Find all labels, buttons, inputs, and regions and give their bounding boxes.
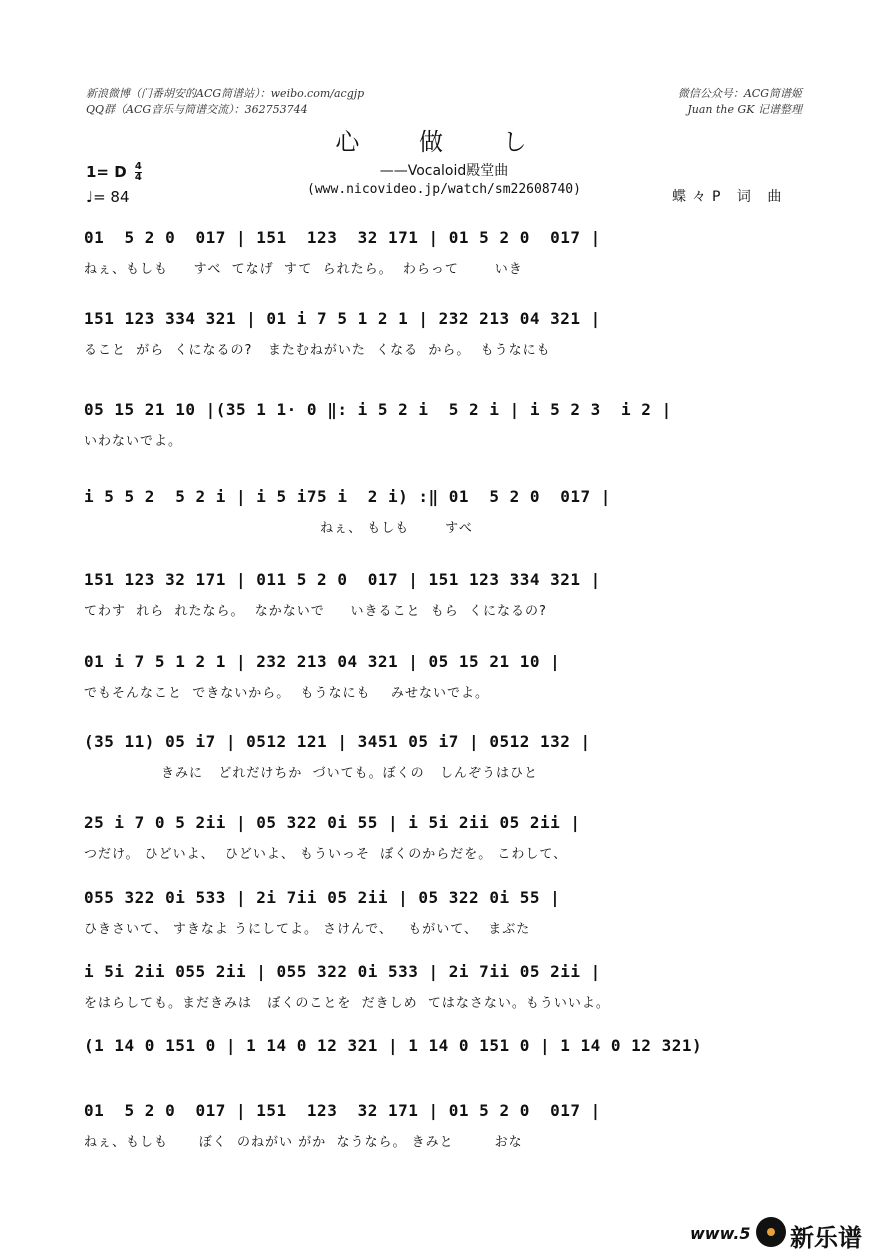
notation-line <box>84 1097 808 1127</box>
lyrics-line: いわないでよ。 <box>84 434 183 449</box>
score-row <box>84 224 808 282</box>
notation-line <box>84 648 808 678</box>
credit-transcriber: Juan the GK 记谱整理 <box>687 103 802 116</box>
notation-line <box>84 224 808 254</box>
score-row <box>84 809 808 867</box>
key-signature <box>86 162 142 183</box>
score-row <box>84 884 808 942</box>
song-subtitle: ——Vocaloid殿堂曲 <box>379 163 509 179</box>
notation-text: 01 i 7 5 1 2 1 | 232 213 04 321 | 05 15 21 10 | <box>84 652 561 671</box>
notation-text: 151 123 334 321 | 01 i 7 5 1 2 1 | 232 213 04 321 | <box>84 309 601 328</box>
score-row <box>84 1097 808 1155</box>
notation-text: i 5i 2ii 055 2ii | 055 322 0i 533 | 2i 7ii 05 2ii | <box>84 962 601 981</box>
score-row <box>84 648 808 706</box>
credit-weibo: 新浪微博（门番胡安的ACG简谱站）：weibo.com/acgjp <box>86 87 365 100</box>
notation-text: 05 15 21 10 |(35 1 1· 0 ‖: i 5 2 i 5 2 i | i 5 2 3 i 2 | <box>84 400 672 419</box>
tempo-marking: ♩= 84 <box>86 188 130 206</box>
lyrics-line: ねぇ、 もしも すべ <box>84 521 473 536</box>
lyrics-line: ねぇ、もしも ぼく のねがい がか なうなら。 きみと おな <box>84 1135 523 1150</box>
score-row <box>84 396 808 454</box>
lyrics-line: ねぇ、もしも すべ てなげ すて られたら。 わらって いき <box>84 262 523 277</box>
notation-line <box>84 728 808 758</box>
song-title: 心 做 し <box>335 128 553 156</box>
lyrics-line: でもそんなこと できないから。 もうなにも みせないでよ。 <box>84 686 490 701</box>
lyrics-line: をはらしても。まだきみは ぼくのことを だきしめ てはなさない。もういいよ。 <box>84 996 610 1011</box>
score-row <box>84 1032 808 1090</box>
key-label: 1= D <box>86 163 127 181</box>
score-row <box>84 305 808 363</box>
watermark-brand: 新乐谱 <box>790 1224 862 1252</box>
credit-qq-group: QQ群（ACG音乐与简谱交流）：362753744 <box>86 103 308 116</box>
lyrics-line: つだけ。 ひどいよ、 ひどいよ、 もういっそ ぼくのからだを。 こわして、 <box>84 847 568 862</box>
notation-line <box>84 1032 808 1062</box>
notation-line <box>84 809 808 839</box>
score-row <box>84 728 808 786</box>
watermark-url: www.5 <box>690 1224 751 1243</box>
notation-text: (35 11) 05 i7 | 0512 121 | 3451 05 i7 | 0512 132 | <box>84 732 591 751</box>
notation-line <box>84 396 808 426</box>
score-row <box>84 566 808 624</box>
site-watermark <box>690 1214 888 1254</box>
credit-wechat: 微信公众号：ACG简谱姬 <box>677 87 802 100</box>
notation-text: 151 123 32 171 | 011 5 2 0 017 | 151 123 334 321 | <box>84 570 601 589</box>
notation-line <box>84 566 808 596</box>
time-numerator: 4 <box>134 161 142 172</box>
time-denominator: 4 <box>134 172 142 183</box>
notation-text: i 5 5 2 5 2 i | i 5 i75 i 2 i) :‖ 01 5 2 0 017 | <box>84 487 611 506</box>
notation-line <box>84 958 808 988</box>
notation-text: 055 322 0i 533 | 2i 7ii 05 2ii | 05 322 0i 55 | <box>84 888 561 907</box>
lyrics-line: ひきさいて、 すきなよ うにしてよ。 さけんで、 もがいて、 まぶた <box>84 922 531 937</box>
score-row <box>84 958 808 1016</box>
notation-line <box>84 884 808 914</box>
composer-credit: 蝶々P 词 曲 <box>672 189 788 205</box>
record-disc-icon <box>756 1217 786 1247</box>
notation-text: 01 5 2 0 017 | 151 123 32 171 | 01 5 2 0 017 | <box>84 228 601 247</box>
source-url: (www.nicovideo.jp/watch/sm22608740) <box>307 182 581 197</box>
notation-line <box>84 483 808 513</box>
notation-line <box>84 305 808 335</box>
time-signature <box>135 162 142 183</box>
notation-text: (1 14 0 151 0 | 1 14 0 12 321 | 1 14 0 151 0 | 1 14 0 12 321) <box>84 1036 703 1055</box>
lyrics-line: てわす れら れたなら。 なかないで いきること もら くになるの? <box>84 604 547 619</box>
notation-text: 25 i 7 0 5 2ii | 05 322 0i 55 | i 5i 2ii 05 2ii | <box>84 813 581 832</box>
lyrics-line: きみに どれだけちか づいても。ぼくの しんぞうはひと <box>84 766 539 781</box>
score-row <box>84 483 808 541</box>
notation-text: 01 5 2 0 017 | 151 123 32 171 | 01 5 2 0 017 | <box>84 1101 601 1120</box>
lyrics-line: ること がら くになるの? またむねがいた くなる から。 もうなにも <box>84 343 551 358</box>
